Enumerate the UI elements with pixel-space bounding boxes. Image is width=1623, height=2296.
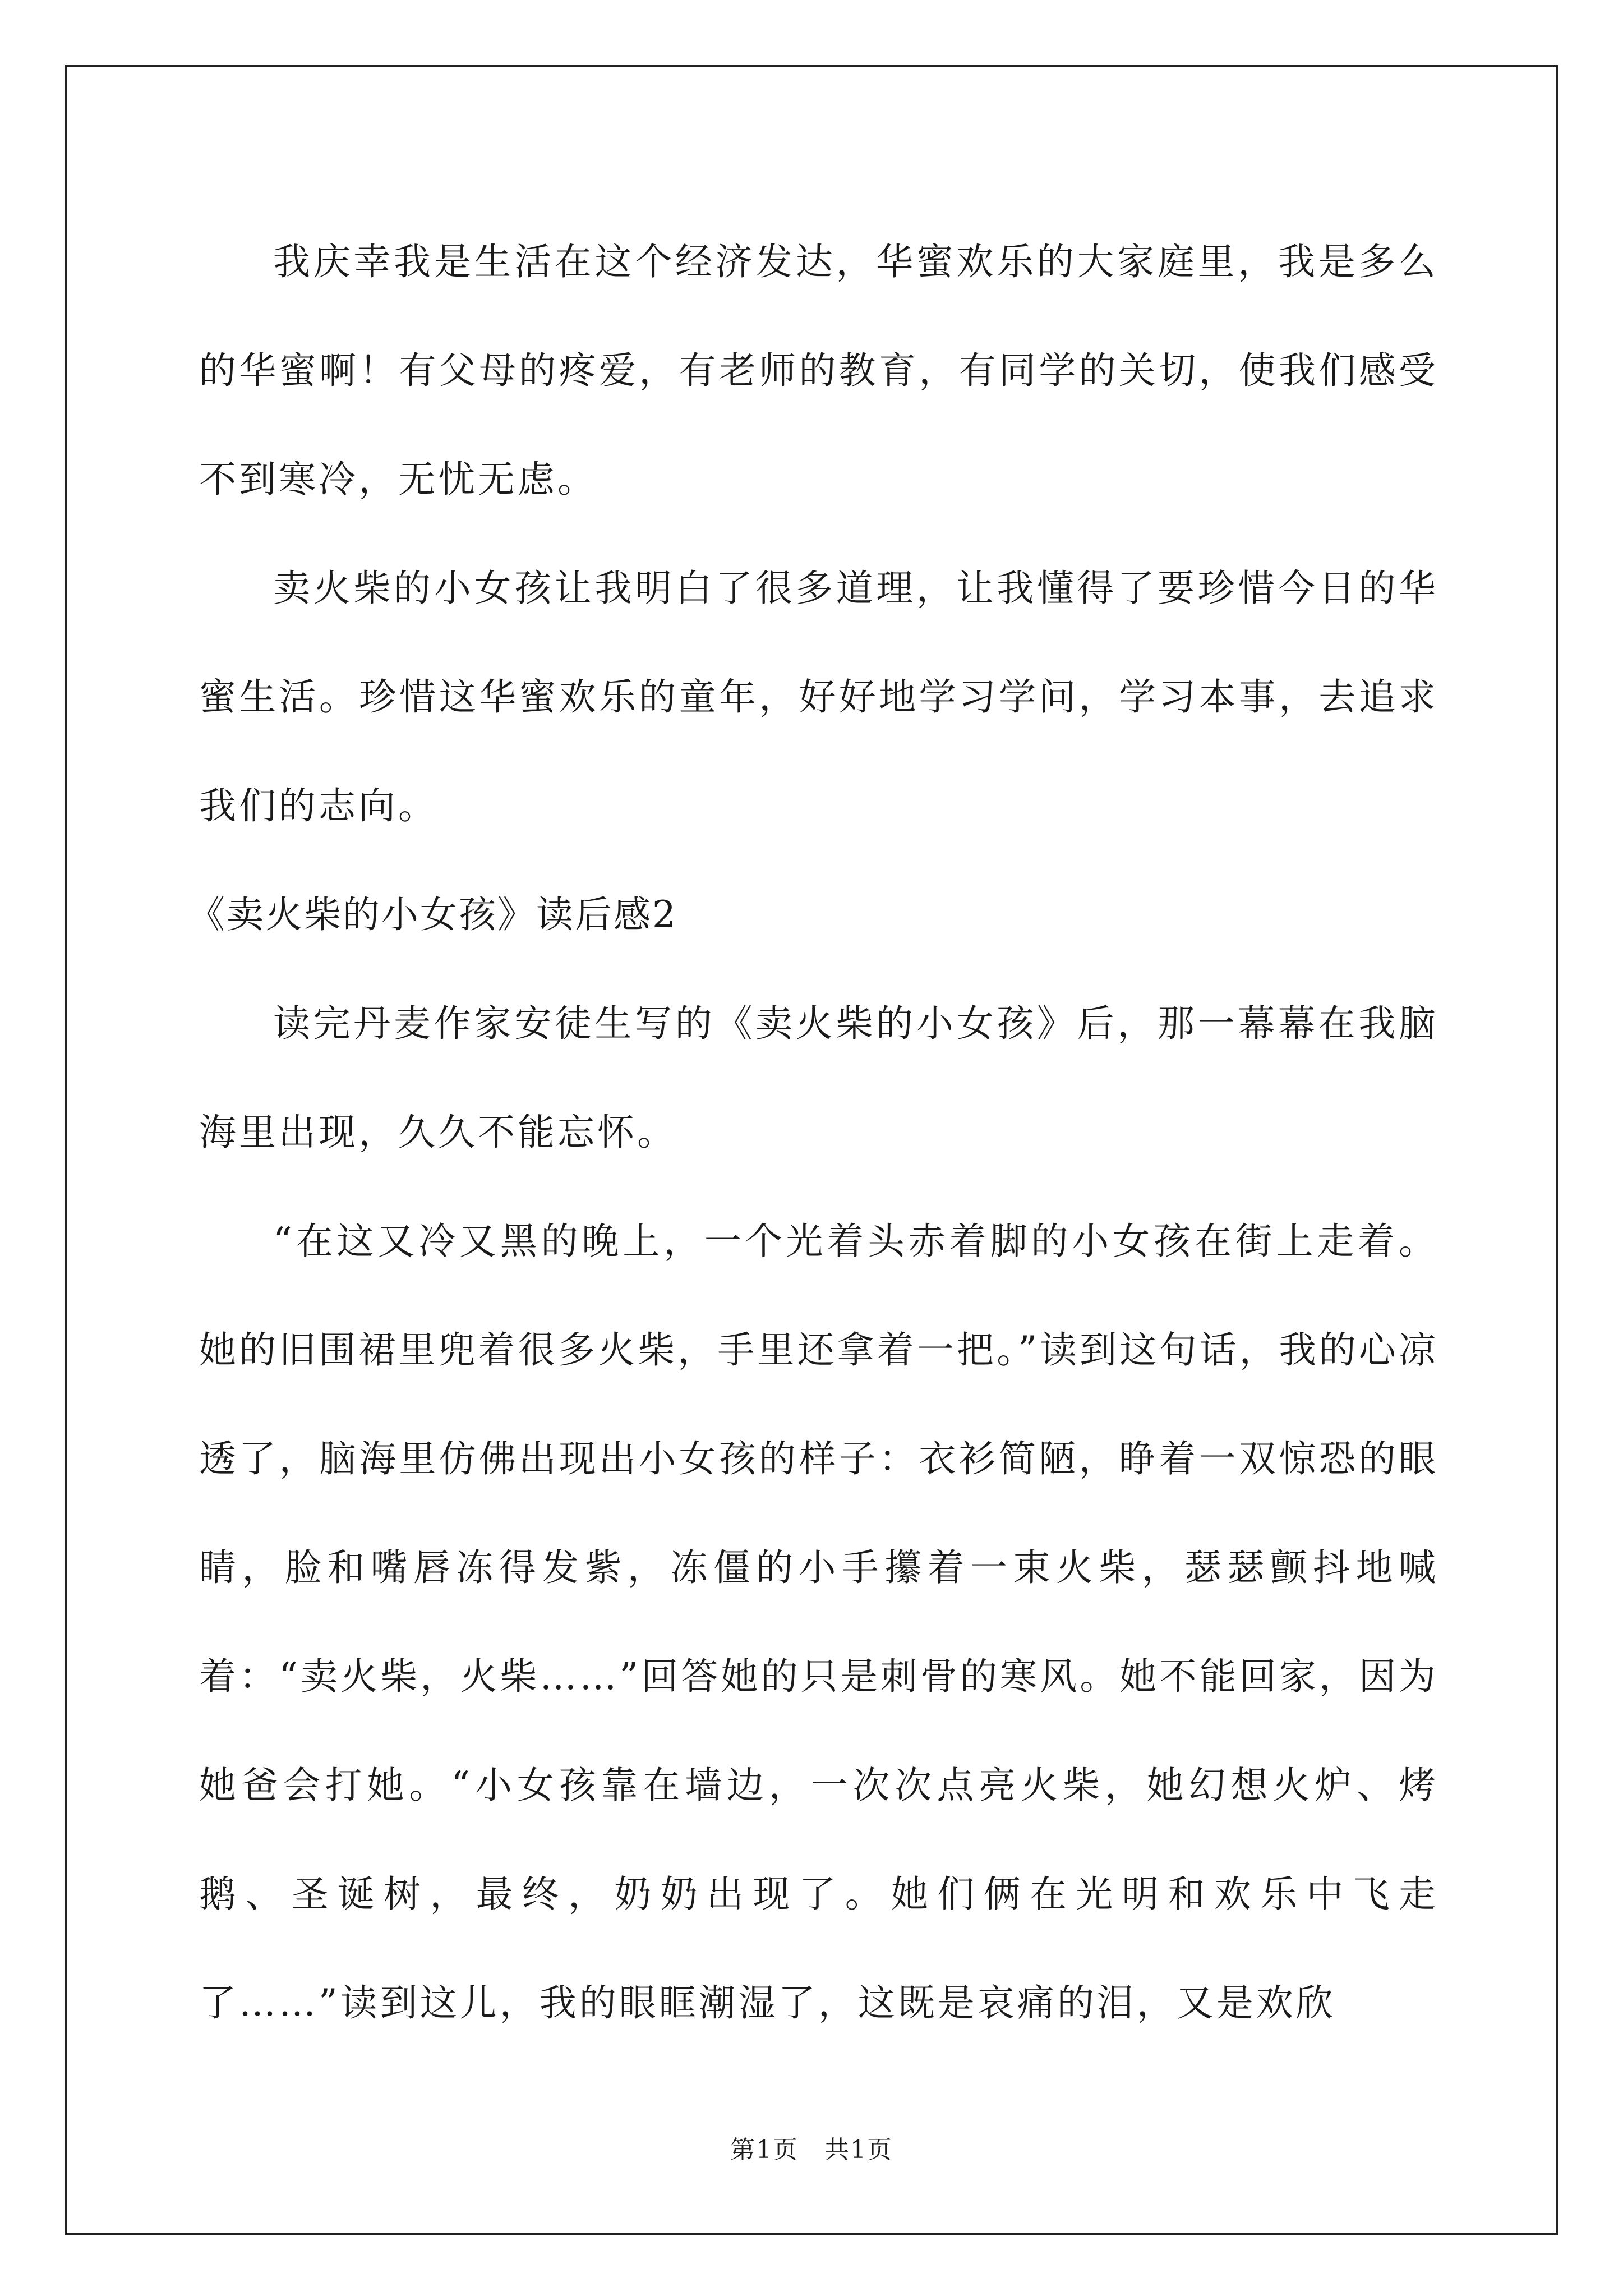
paragraph: 读完丹麦作家安徒生写的《卖火柴的小女孩》后，那一幕幕在我脑海里出现，久久不能忘怀。 xyxy=(199,1002,1438,1154)
paragraph: 卖火柴的小女孩让我明白了很多道理，让我懂得了要珍惜今日的华蜜生活。珍惜这华蜜欢乐的童年，好好地学习学问，学习本事，去追求我们的志向。 xyxy=(199,567,1438,827)
page-footer: 第1页 共1页 xyxy=(730,2136,893,2164)
document-body xyxy=(188,208,1438,2058)
paragraph: 我庆幸我是生活在这个经济发达，华蜜欢乐的大家庭里，我是多么的华蜜啊！有父母的疼爱，有老师的教育，有同学的关切，使我们感受不到寒冷，无忧无虑。 xyxy=(199,240,1438,501)
paragraph: “在这又冷又黑的晚上，一个光着头赤着脚的小女孩在街上走着。她的旧围裙里兜着很多火柴，手里还拿着一把。”读到这句话，我的心凉透了，脑海里仿佛出现出小女孩的样子：衣衫简陋，睁着一双惊恐的眼睛，脸和嘴唇冻得发紫，冻僵的小手攥着一束火柴，瑟瑟颤抖地喊着：“卖火柴，火柴……”回答她的只是刺骨的寒风。她不能回家，因为她爸会打她。“小女孩靠在墙边，一次次点亮火柴，她幻想火炉、烤鹅、圣诞树，最终，奶奶出现了。她们俩在光明和欢乐中飞走了……”读到这儿，我的眼眶潮湿了，这既是哀痛的泪，又是欢欣 xyxy=(199,1220,1438,2024)
section-title: 《卖火柴的小女孩》读后感2 xyxy=(188,893,677,936)
